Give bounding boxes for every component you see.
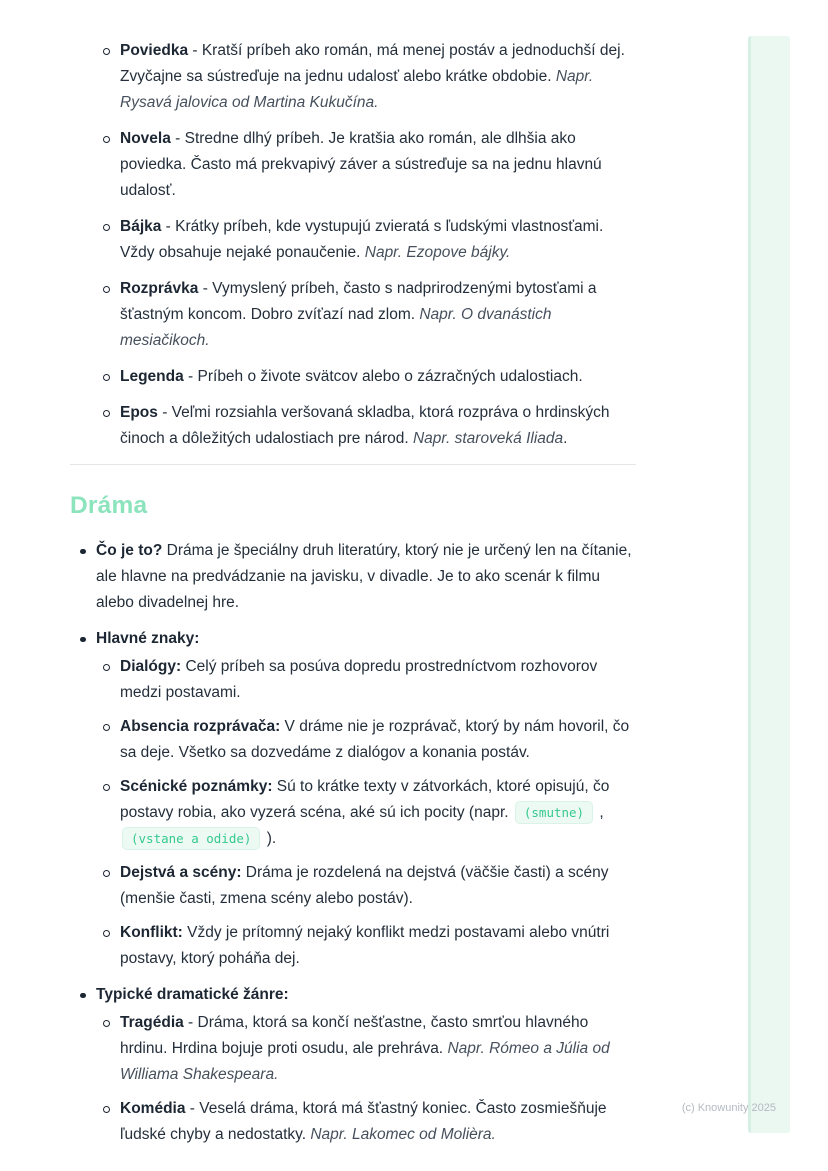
text-run: - Veľmi rozsiahla veršovaná skladba, ktorá rozpráva o hrdinských činoch a dôležitých udalostiach pre národ. — [120, 404, 610, 447]
inline-code: (smutne) — [515, 801, 593, 824]
list-item-text — [96, 626, 636, 972]
list-item — [103, 860, 636, 912]
bold-term: Dejstvá a scény: — [120, 864, 242, 881]
list-item — [103, 714, 636, 766]
sub-list — [96, 654, 636, 972]
bold-term: Dialógy: — [120, 658, 182, 675]
circle-bullet — [103, 1096, 120, 1148]
list-item — [103, 774, 636, 852]
list-item — [80, 982, 636, 1148]
circle-bullet — [103, 214, 120, 266]
disc-bullet — [80, 538, 96, 616]
list-item — [103, 364, 636, 390]
list-item-text — [96, 982, 636, 1148]
bold-term: Novela — [120, 130, 171, 147]
list-item — [80, 538, 636, 616]
text-run: - Vymyslený príbeh, často s nadprirodzenými bytosťami a šťastným koncom. Dobro zvíťazí nad zlom. — [120, 280, 597, 323]
list-item-text — [120, 400, 636, 452]
bold-term: Bájka — [120, 218, 162, 235]
text-run: - Krátky príbeh, kde vystupujú zvieratá s ľudskými vlastnosťami. Vždy obsahuje nejaké ponaučenie. — [120, 218, 604, 261]
genre-list — [70, 38, 636, 452]
list-item-text — [120, 1010, 636, 1088]
circle-bullet — [103, 920, 120, 972]
bold-term: Čo je to? — [96, 542, 163, 559]
list-item — [103, 1096, 636, 1148]
list-item — [103, 126, 636, 204]
list-item-text — [120, 38, 636, 116]
circle-bullet — [103, 126, 120, 204]
bold-term: Epos — [120, 404, 158, 421]
list-item-text — [120, 214, 636, 266]
text-run: - Veselá dráma, ktorá má šťastný koniec. Často zosmiešňuje ľudské chyby a nedostatky. — [120, 1100, 607, 1143]
text-run: Dráma je špeciálny druh literatúry, ktorý nie je určený len na čítanie, ale hlavne na predvádzanie na javisku, v divadle. Je to ako scenár k filmu alebo divadelnej hre. — [96, 542, 632, 611]
text-run: Vždy je prítomný nejaký konflikt medzi postavami alebo vnútri postavy, ktorý poháňa dej. — [120, 924, 610, 967]
text-run: . — [563, 430, 568, 447]
list-item — [103, 38, 636, 116]
circle-bullet — [103, 654, 120, 706]
bold-term: Absencia rozprávača: — [120, 718, 281, 735]
list-item — [80, 626, 636, 972]
text-run: Celý príbeh sa posúva dopredu prostredníctvom rozhovorov medzi postavami. — [120, 658, 598, 701]
inline-code: (vstane a odide) — [122, 827, 260, 850]
circle-bullet — [103, 400, 120, 452]
sub-list — [96, 1010, 636, 1148]
bold-term: Tragédia — [120, 1014, 184, 1031]
bold-term: Komédia — [120, 1100, 186, 1117]
example-italic: Napr. Rysavá jalovica od Martina Kukučína. — [120, 68, 594, 111]
text-run: - Dráma, ktorá sa končí nešťastne, často smrťou hlavného hrdinu. Hrdina bojuje proti osudu, ale prehráva. — [120, 1014, 589, 1057]
section-divider — [70, 464, 636, 465]
list-item — [103, 654, 636, 706]
bold-term: Legenda — [120, 368, 184, 385]
list-item-text — [120, 714, 636, 766]
text-run: - Kratší príbeh ako román, má menej postáv a jednoduchší dej. Zvyčajne sa sústreďuje na jednu udalosť alebo krátke obdobie. — [120, 42, 625, 85]
circle-bullet — [103, 1010, 120, 1088]
list-item-text — [96, 538, 636, 616]
text-run: - Príbeh o živote svätcov alebo o zázračných udalostiach. — [183, 368, 583, 385]
page-edge-highlight-bar — [748, 36, 790, 1133]
text-run: Sú to krátke texty v zátvorkách, ktoré opisujú, čo postavy robia, ako vyzerá scéna, aké sú ich pocity (napr. — [120, 778, 610, 821]
footer-copyright: (c) Knowunity 2025 — [681, 1102, 776, 1114]
circle-bullet — [103, 774, 120, 852]
circle-bullet — [103, 38, 120, 116]
drama-section-heading: Dráma — [70, 492, 148, 519]
text-run: Dráma je rozdelená na dejstvá (väčšie časti) a scény (menšie časti, zmena scény alebo postáv). — [120, 864, 609, 907]
circle-bullet — [103, 364, 120, 390]
circle-bullet — [103, 714, 120, 766]
list-item-text — [120, 860, 636, 912]
bold-term: Typické dramatické žánre: — [96, 986, 289, 1003]
list-item-text — [120, 654, 636, 706]
bold-term: Scénické poznámky: — [120, 778, 273, 795]
example-italic: Napr. staroveká Iliada — [412, 430, 564, 447]
list-item-text — [120, 774, 636, 852]
list-item-text — [120, 126, 636, 204]
example-italic: Napr. Rómeo a Júlia od Williama Shakespeara. — [120, 1040, 610, 1083]
list-item — [103, 1010, 636, 1088]
bold-term: Konflikt: — [120, 924, 183, 941]
notes-content — [70, 0, 636, 1158]
bold-term: Hlavné znaky: — [96, 630, 200, 647]
text-run: ). — [262, 830, 277, 847]
circle-bullet — [103, 276, 120, 354]
list-item — [103, 276, 636, 354]
list-item-text — [120, 364, 636, 390]
bold-term: Rozprávka — [120, 280, 199, 297]
circle-bullet — [103, 860, 120, 912]
text-run: - Stredne dlhý príbeh. Je kratšia ako román, ale dlhšia ako poviedka. Často má prekvapivý záver a sústreďuje sa na jednu hlavnú udalosť. — [120, 130, 602, 199]
list-item — [103, 400, 636, 452]
example-italic: Napr. O dvanástich mesiačikoch. — [120, 306, 552, 349]
list-item — [103, 920, 636, 972]
list-item-text — [120, 1096, 636, 1148]
list-item-text — [120, 920, 636, 972]
disc-bullet — [80, 626, 96, 972]
list-item-text — [120, 276, 636, 354]
list-item — [103, 214, 636, 266]
text-run: , — [595, 804, 604, 821]
text-run: V dráme nie je rozprávač, ktorý by nám hovoril, čo sa deje. Všetko sa dozvedáme z dialógov a konania postáv. — [120, 718, 630, 761]
disc-bullet — [80, 982, 96, 1148]
example-italic: Napr. Ezopove bájky. — [364, 244, 511, 261]
drama-list — [70, 538, 636, 1148]
bold-term: Poviedka — [120, 42, 189, 59]
example-italic: Napr. Lakomec od Molièra. — [310, 1126, 496, 1143]
